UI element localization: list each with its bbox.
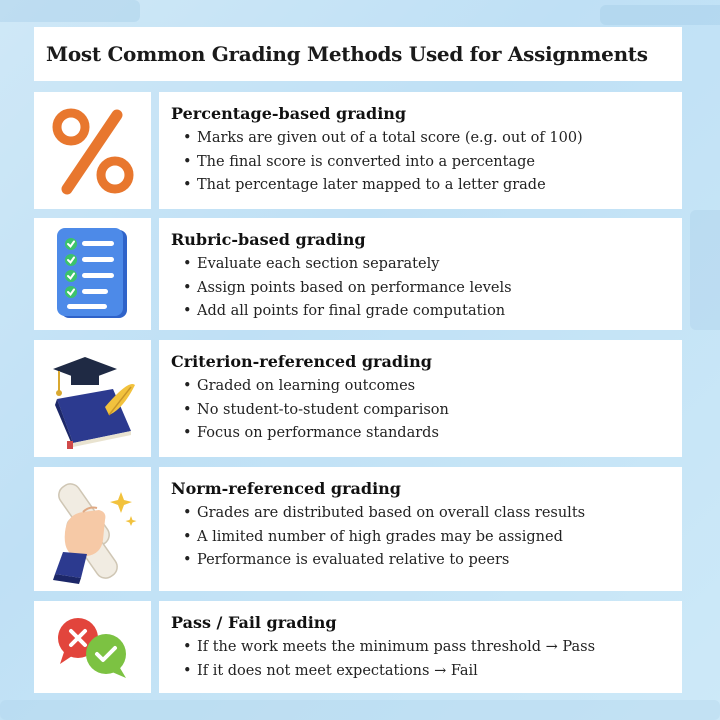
page-title: Most Common Grading Methods Used for Assignments: [46, 42, 648, 66]
method-row-pass-fail: [34, 601, 682, 693]
background-decoration: [0, 0, 140, 22]
bullet-item: • Graded on learning outcomes: [183, 375, 670, 399]
bullet-list: [171, 502, 670, 573]
icon-card: [34, 467, 151, 591]
method-heading: Rubric-based grading: [171, 230, 366, 249]
title-card: [34, 27, 682, 81]
icon-card: [34, 92, 151, 209]
icon-card: [34, 218, 151, 330]
method-row-criterion: [34, 340, 682, 457]
bullet-item: • A limited number of high grades may be assigned: [183, 526, 670, 550]
bullet-list: [171, 375, 670, 446]
method-row-norm: [34, 467, 682, 591]
bullet-item: • No student-to-student comparison: [183, 399, 670, 423]
bullet-list: [171, 253, 670, 324]
bullet-item: • Add all points for final grade computation: [183, 300, 670, 324]
method-heading: Percentage-based grading: [171, 104, 407, 123]
bullet-item: • That percentage later mapped to a letter grade: [183, 174, 670, 198]
background-decoration: [690, 210, 720, 330]
bullet-item: • Assign points based on performance levels: [183, 277, 670, 301]
bullet-item: • Evaluate each section separately: [183, 253, 670, 277]
bullet-item: • If the work meets the minimum pass threshold → Pass: [183, 636, 670, 660]
bullet-item: • Focus on performance standards: [183, 422, 670, 446]
graduation-book-icon: [43, 349, 143, 449]
bullet-item: • If it does not meet expectations → Fail: [183, 660, 670, 684]
bullet-item: • Marks are given out of a total score (e.g. out of 100): [183, 127, 670, 151]
method-heading: Norm-referenced grading: [171, 479, 401, 498]
method-heading: Pass / Fail grading: [171, 613, 337, 632]
icon-card: [34, 340, 151, 457]
bullet-item: • The final score is converted into a percentage: [183, 151, 670, 175]
bullet-list: [171, 636, 670, 683]
bullet-list: [171, 127, 670, 198]
method-text-card: [159, 601, 682, 693]
method-text-card: [159, 92, 682, 209]
icon-card: [34, 601, 151, 693]
bullet-item: • Grades are distributed based on overall class results: [183, 502, 670, 526]
method-row-percentage: [34, 92, 682, 209]
checklist-icon: [51, 226, 135, 322]
method-text-card: [159, 218, 682, 330]
method-text-card: [159, 340, 682, 457]
bullet-item: • Performance is evaluated relative to peers: [183, 549, 670, 573]
method-text-card: [159, 467, 682, 591]
method-heading: Criterion-referenced grading: [171, 352, 432, 371]
method-row-rubric: [34, 218, 682, 330]
background-decoration: [600, 5, 720, 25]
pass-fail-icon: [50, 612, 136, 682]
background-decoration: [0, 700, 720, 720]
percent-icon: [47, 105, 139, 197]
diploma-hand-icon: [43, 474, 143, 584]
